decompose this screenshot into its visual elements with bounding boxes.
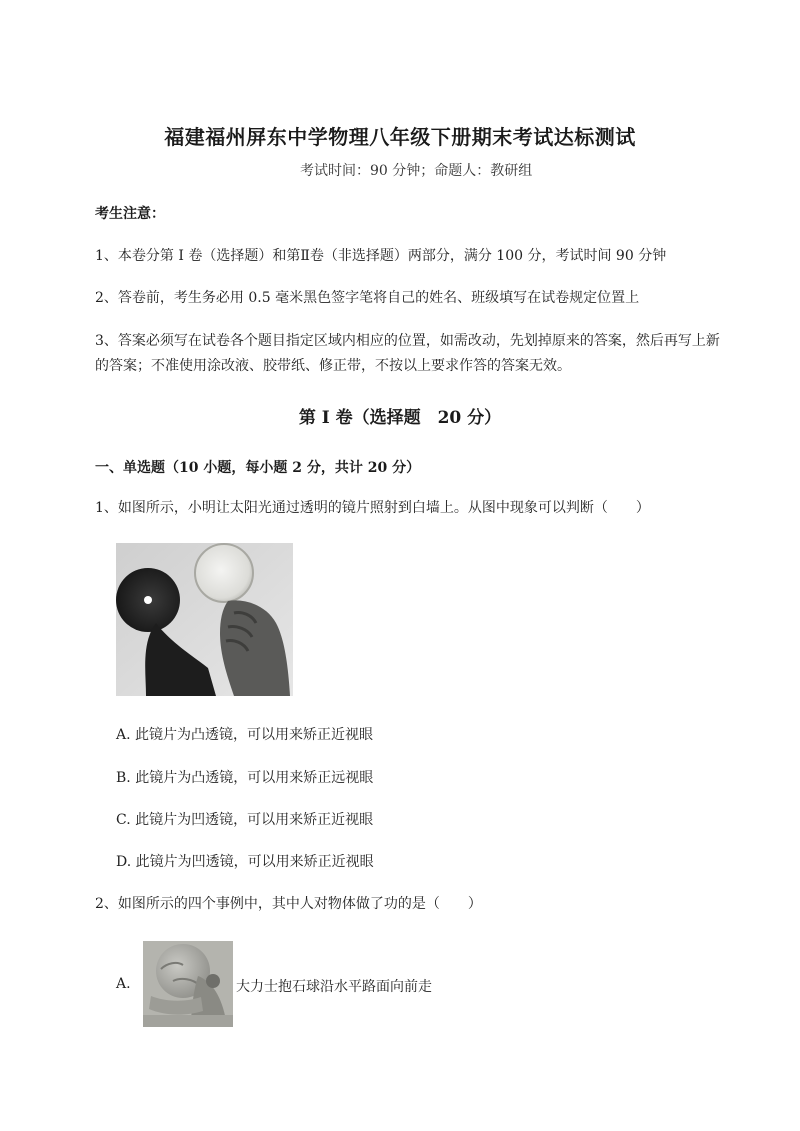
question-1-option-d: D. 此镜片为凹透镜，可以用来矫正近视眼 [116, 854, 374, 870]
question-1-stem: 1、如图所示，小明让太阳光通过透明的镜片照射到白墙上。从图中现象可以判断（ ） [95, 500, 650, 516]
exam-subtitle: 考试时间：90 分钟；命题人：教研组 [300, 163, 533, 179]
lens-photo-graphic [116, 543, 293, 696]
notice-item-3-cont: 的答案；不准使用涂改液、胶带纸、修正带，不按以上要求作答的答案无效。 [95, 358, 571, 374]
question-1-option-c: C. 此镜片为凹透镜，可以用来矫正近视眼 [116, 812, 374, 828]
part-heading: 一、单选题（10 小题，每小题 2 分，共计 20 分） [95, 460, 421, 476]
strongman-photo [143, 941, 233, 1027]
notice-item-1: 1、本卷分第 I 卷（选择题）和第Ⅱ卷（非选择题）两部分，满分 100 分，考试时间 90 分钟 [95, 248, 667, 264]
question-2-option-a-text: 大力士抱石球沿水平路面向前走 [236, 979, 432, 995]
notice-item-3: 3、答案必须写在试卷各个题目指定区域内相应的位置，如需改动，先划掉原来的答案，然后再写上新 [95, 333, 720, 349]
question-2-option-a-letter: A. [116, 976, 131, 992]
exam-title: 福建福州屏东中学物理八年级下册期末考试达标测试 [164, 125, 636, 149]
notice-heading: 考生注意： [95, 206, 165, 222]
question-1-option-a: A. 此镜片为凸透镜，可以用来矫正近视眼 [116, 727, 374, 743]
notice-item-2: 2、答卷前，考生务必用 0.5 毫米黑色签字笔将自己的姓名、班级填写在试卷规定位置上 [95, 290, 640, 306]
question-1-option-b: B. 此镜片为凸透镜，可以用来矫正远视眼 [116, 770, 374, 786]
lens-photo [116, 543, 293, 696]
section-title: 第 I 卷（选择题 20 分） [298, 408, 502, 428]
question-2-stem: 2、如图所示的四个事例中，其中人对物体做了功的是（ ） [95, 896, 482, 912]
strongman-photo-graphic [143, 941, 233, 1027]
